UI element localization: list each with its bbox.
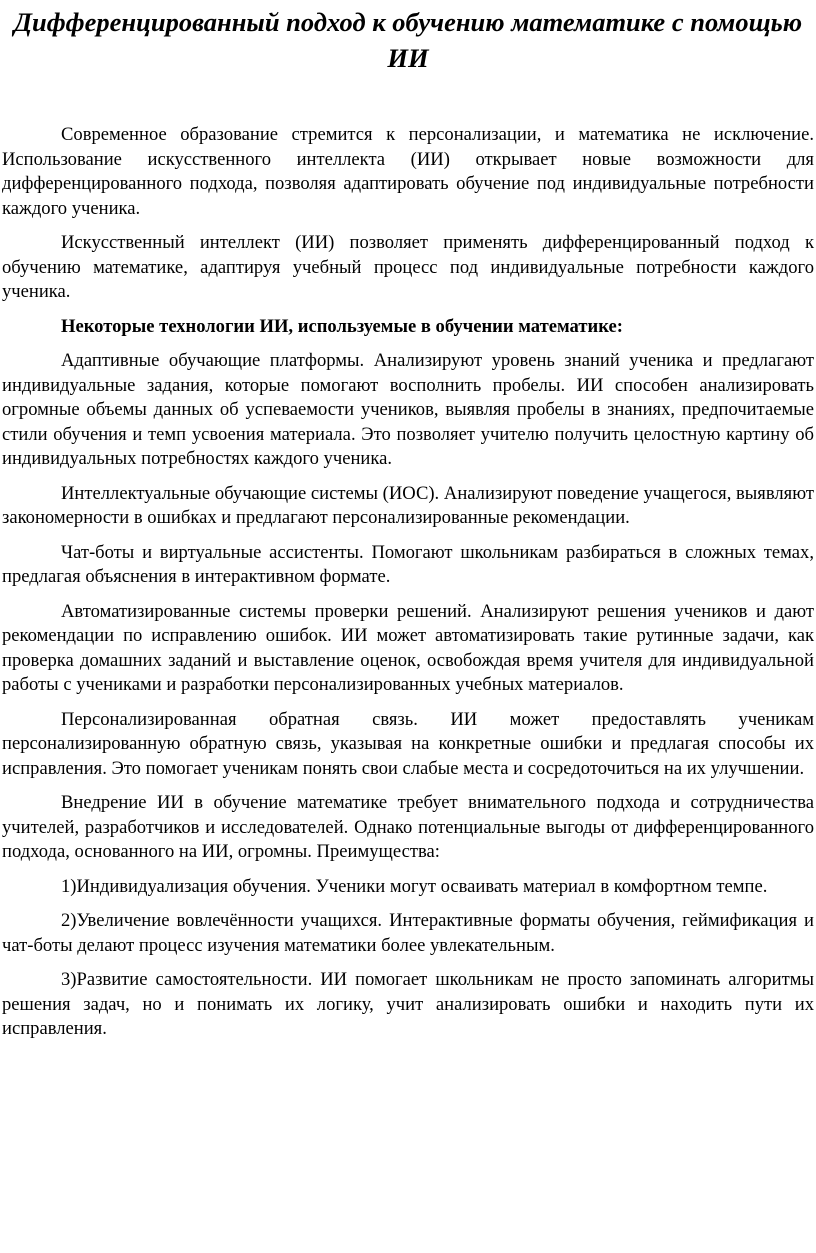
intro-paragraph: Искусственный интеллект (ИИ) позволяет применять дифференцированный подход к обучению математике, адаптируя учебный процесс под индивидуальные потребности каждого ученика. [2,232,814,302]
technology-paragraph: Адаптивные обучающие платформы. Анализируют уровень знаний ученика и предлагают индивидуальные задания, которые помогают восполнить пробелы. ИИ способен анализировать огромные объемы данных об успеваемости учеников, выявляя пробелы в знаниях, предпочитаемые стили обучения и темп усвоения материала. Это позволяет учителю получить целостную картину об индивидуальных потребностях каждого ученика. [2,350,814,469]
document-body [2,123,814,1042]
technology-paragraph: Интеллектуальные обучающие системы (ИОС). Анализируют поведение учащегося, выявляют закономерности в ошибках и предлагают персонализированные рекомендации. [2,482,814,528]
section-heading: Некоторые технологии ИИ, используемые в обучении математике: [61,315,623,337]
technology-paragraph: Автоматизированные системы проверки решений. Анализируют решения учеников и дают рекомендации по исправлению ошибок. ИИ может автоматизировать такие рутинные задачи, как проверка домашних заданий и выставление оценок, освобождая время учителя для индивидуальной работы с учениками и разработки персонализированных учебных материалов. [2,600,814,695]
intro-paragraph: Современное образование стремится к персонализации, и математика не исключение. Использование искусственного интеллекта (ИИ) открывает новые возможности для дифференцированного подхода, позволяя адаптировать обучение под индивидуальные потребности каждого ученика. [2,124,814,219]
benefit-item: 3)Развитие самостоятельности. ИИ помогает школьникам не просто запоминать алгоритмы решения задач, но и понимать их логику, учит анализировать ошибки и находить пути их исправления. [2,969,814,1039]
technology-paragraph: Чат-боты и виртуальные ассистенты. Помогают школьникам разбираться в сложных темах, предлагая объяснения в интерактивном формате. [2,541,814,587]
conclusion-paragraph: Внедрение ИИ в обучение математике требует внимательного подхода и сотрудничества учителей, разработчиков и исследователей. Однако потенциальные выгоды от дифференцированного подхода, основанного на ИИ, огромны. Преимущества: [2,792,814,862]
benefit-item: 1)Индивидуализация обучения. Ученики могут осваивать материал в комфортном темпе. [61,875,768,897]
document-title: Дифференцированный подход к обучению математике с помощью ИИ [13,7,803,73]
technology-paragraph: Персонализированная обратная связь. ИИ может предоставлять ученикам персонализированную обратную связь, указывая на конкретные ошибки и предлагая способы их исправления. Это помогает ученикам понять свои слабые места и сосредоточиться на их улучшении. [2,708,814,779]
benefit-item: 2)Увеличение вовлечённости учащихся. Интерактивные форматы обучения, геймификация и чат-боты делают процесс изучения математики более увлекательным. [2,910,814,956]
